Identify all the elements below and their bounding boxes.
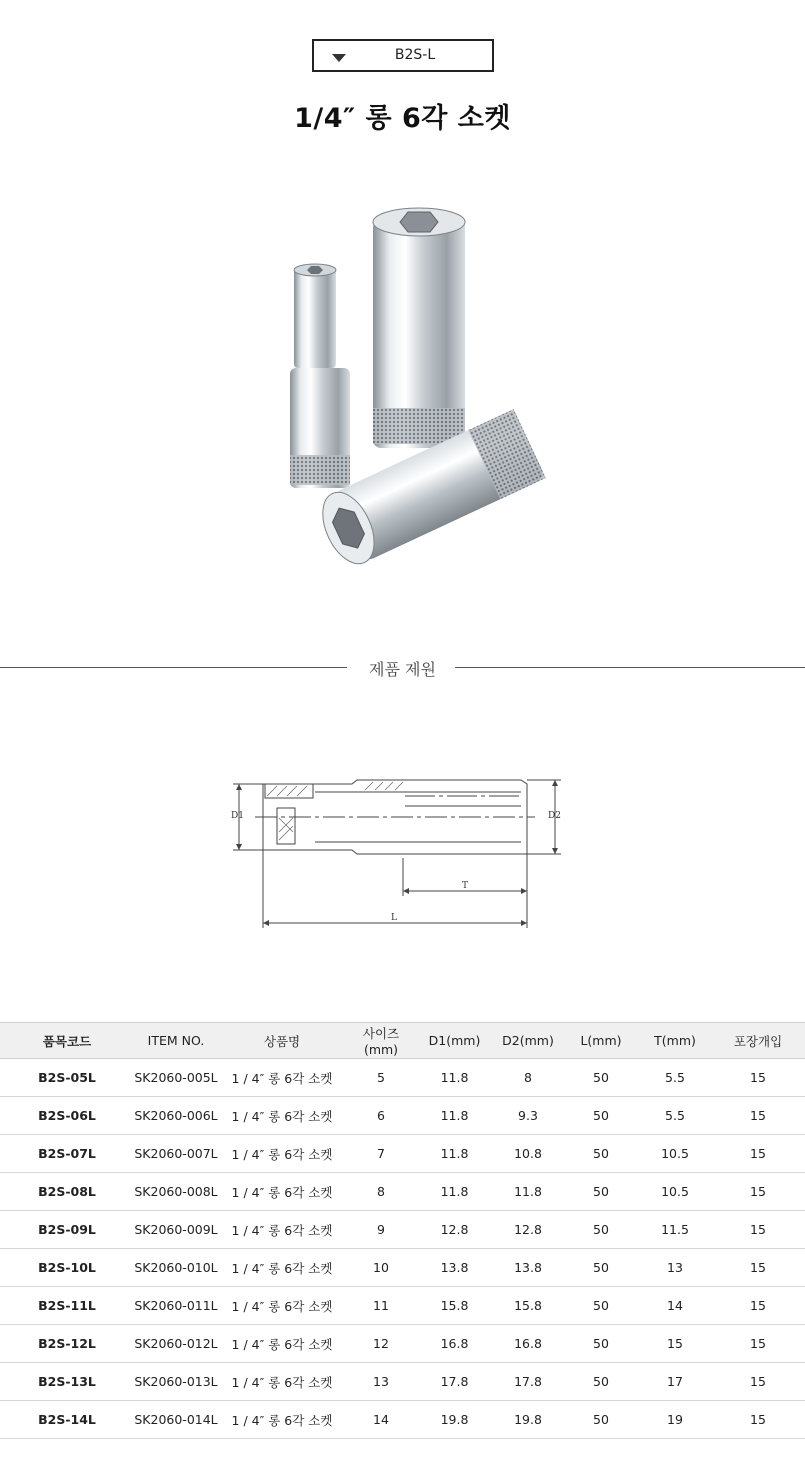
table-cell: 50 [593, 1260, 609, 1275]
col-header: 품목코드 [42, 1033, 92, 1049]
table-cell: 1 / 4″ 롱 6각 소켓 [231, 1070, 333, 1086]
model-code: B2S-L [394, 47, 436, 63]
table-cell: 12.8 [514, 1222, 542, 1237]
table-cell: 10 [373, 1260, 389, 1275]
table-cell: 17.8 [514, 1374, 542, 1389]
table-cell: 15 [750, 1412, 766, 1427]
spec-table-header [0, 1023, 805, 1059]
table-cell: 7 [377, 1146, 385, 1161]
table-cell: 15 [750, 1070, 766, 1085]
table-cell: 13.8 [440, 1260, 469, 1275]
table-row [0, 1097, 805, 1135]
table-cell: 6 [377, 1108, 385, 1123]
table-cell: 16.8 [514, 1336, 542, 1351]
col-header: 상품명 [263, 1033, 301, 1049]
small-socket [290, 264, 350, 488]
table-cell: 11.8 [440, 1108, 469, 1123]
table-row [0, 1363, 805, 1401]
table-row [0, 1211, 805, 1249]
label-t: T [462, 881, 469, 891]
table-cell: SK2060-008L [134, 1184, 218, 1199]
col-header: 사이즈(mm) [362, 1026, 400, 1057]
table-cell: 15 [750, 1146, 766, 1161]
table-cell: 1 / 4″ 롱 6각 소켓 [231, 1336, 333, 1352]
table-cell: 11 [373, 1298, 389, 1313]
spec-table [0, 1022, 805, 1439]
table-cell: B2S-12L [38, 1336, 96, 1351]
dimension-diagram [225, 770, 585, 930]
table-cell: 1 / 4″ 롱 6각 소켓 [231, 1146, 333, 1162]
table-cell: B2S-14L [38, 1412, 96, 1427]
table-cell: 50 [593, 1108, 609, 1123]
table-cell: 9.3 [518, 1108, 538, 1123]
table-cell: 19.8 [440, 1412, 469, 1427]
table-cell: 13 [373, 1374, 389, 1389]
table-cell: 16.8 [440, 1336, 469, 1351]
table-cell: 10.5 [661, 1146, 689, 1161]
table-cell: 50 [593, 1070, 609, 1085]
table-cell: B2S-09L [38, 1222, 96, 1237]
table-cell: 10.5 [661, 1184, 689, 1199]
label-d2: D2 [548, 811, 561, 821]
table-cell: SK2060-010L [134, 1260, 218, 1275]
table-cell: 15 [750, 1374, 766, 1389]
table-cell: 9 [377, 1222, 385, 1237]
table-cell: 11.8 [440, 1184, 469, 1199]
model-code-dropdown[interactable] [312, 39, 494, 72]
table-cell: 14 [667, 1298, 683, 1313]
table-cell: 12.8 [440, 1222, 469, 1237]
col-header: 포장개입 [733, 1033, 783, 1049]
table-cell: 1 / 4″ 롱 6각 소켓 [231, 1260, 333, 1276]
table-row [0, 1401, 805, 1439]
table-cell: SK2060-007L [134, 1146, 218, 1161]
table-cell: SK2060-011L [134, 1298, 218, 1313]
spec-table-body [0, 1059, 805, 1439]
table-cell: B2S-07L [38, 1146, 96, 1161]
col-header: L(mm) [580, 1033, 622, 1048]
product-photo [280, 200, 580, 585]
table-cell: B2S-05L [38, 1070, 96, 1085]
section-title: 제품 제원 [369, 660, 436, 679]
table-cell: 1 / 4″ 롱 6각 소켓 [231, 1222, 333, 1238]
table-cell: SK2060-012L [134, 1336, 218, 1351]
table-cell: SK2060-006L [134, 1108, 218, 1123]
tall-socket [373, 208, 465, 448]
col-header: T(mm) [654, 1033, 696, 1048]
table-cell: 15 [750, 1108, 766, 1123]
table-row [0, 1325, 805, 1363]
table-cell: 11.8 [440, 1070, 469, 1085]
table-cell: 50 [593, 1374, 609, 1389]
table-cell: SK2060-009L [134, 1222, 218, 1237]
table-cell: SK2060-014L [134, 1412, 218, 1427]
table-row [0, 1249, 805, 1287]
table-row [0, 1135, 805, 1173]
table-cell: 1 / 4″ 롱 6각 소켓 [231, 1374, 333, 1390]
table-cell: 8 [524, 1070, 532, 1085]
table-cell: 11.5 [661, 1222, 689, 1237]
table-cell: 1 / 4″ 롱 6각 소켓 [231, 1184, 333, 1200]
table-cell: B2S-13L [38, 1374, 96, 1389]
table-cell: 19.8 [514, 1412, 542, 1427]
table-cell: B2S-11L [38, 1298, 96, 1313]
table-cell: 50 [593, 1298, 609, 1313]
table-cell: 50 [593, 1222, 609, 1237]
table-cell: 15 [750, 1260, 766, 1275]
table-cell: 13 [667, 1260, 683, 1275]
table-cell: 11.8 [440, 1146, 469, 1161]
table-cell: 5.5 [665, 1070, 685, 1085]
table-cell: B2S-08L [38, 1184, 96, 1199]
col-header: D2(mm) [502, 1033, 554, 1048]
table-cell: 11.8 [514, 1184, 542, 1199]
table-cell: 14 [373, 1412, 389, 1427]
table-cell: 17.8 [440, 1374, 469, 1389]
table-cell: 19 [667, 1412, 683, 1427]
page-title: 1/4″ 롱 6각 소켓 [294, 103, 511, 134]
table-cell: B2S-06L [38, 1108, 96, 1123]
table-cell: 15.8 [514, 1298, 542, 1313]
table-cell: 5.5 [665, 1108, 685, 1123]
table-cell: 13.8 [514, 1260, 542, 1275]
table-cell: 1 / 4″ 롱 6각 소켓 [231, 1108, 333, 1124]
table-cell: 8 [377, 1184, 385, 1199]
table-cell: SK2060-013L [134, 1374, 218, 1389]
table-cell: 15 [667, 1336, 683, 1351]
table-cell: 15 [750, 1184, 766, 1199]
table-cell: 50 [593, 1184, 609, 1199]
label-l: L [391, 913, 397, 923]
table-cell: 50 [593, 1336, 609, 1351]
table-cell: SK2060-005L [134, 1070, 218, 1085]
table-cell: 50 [593, 1146, 609, 1161]
table-row [0, 1173, 805, 1211]
table-cell: 15 [750, 1222, 766, 1237]
table-cell: 15 [750, 1336, 766, 1351]
table-cell: 17 [667, 1374, 683, 1389]
table-cell: 10.8 [514, 1146, 542, 1161]
label-d1: D1 [231, 811, 244, 821]
table-cell: B2S-10L [38, 1260, 96, 1275]
table-cell: 1 / 4″ 롱 6각 소켓 [231, 1298, 333, 1314]
table-cell: 1 / 4″ 롱 6각 소켓 [231, 1412, 333, 1428]
col-header: D1(mm) [428, 1033, 481, 1048]
table-row [0, 1287, 805, 1325]
table-row [0, 1059, 805, 1097]
table-cell: 5 [377, 1070, 385, 1085]
table-cell: 50 [593, 1412, 609, 1427]
header-row [0, 1023, 805, 1059]
table-cell: 12 [373, 1336, 389, 1351]
table-cell: 15 [750, 1298, 766, 1313]
col-header: ITEM NO. [147, 1033, 205, 1048]
table-cell: 15.8 [440, 1298, 469, 1313]
